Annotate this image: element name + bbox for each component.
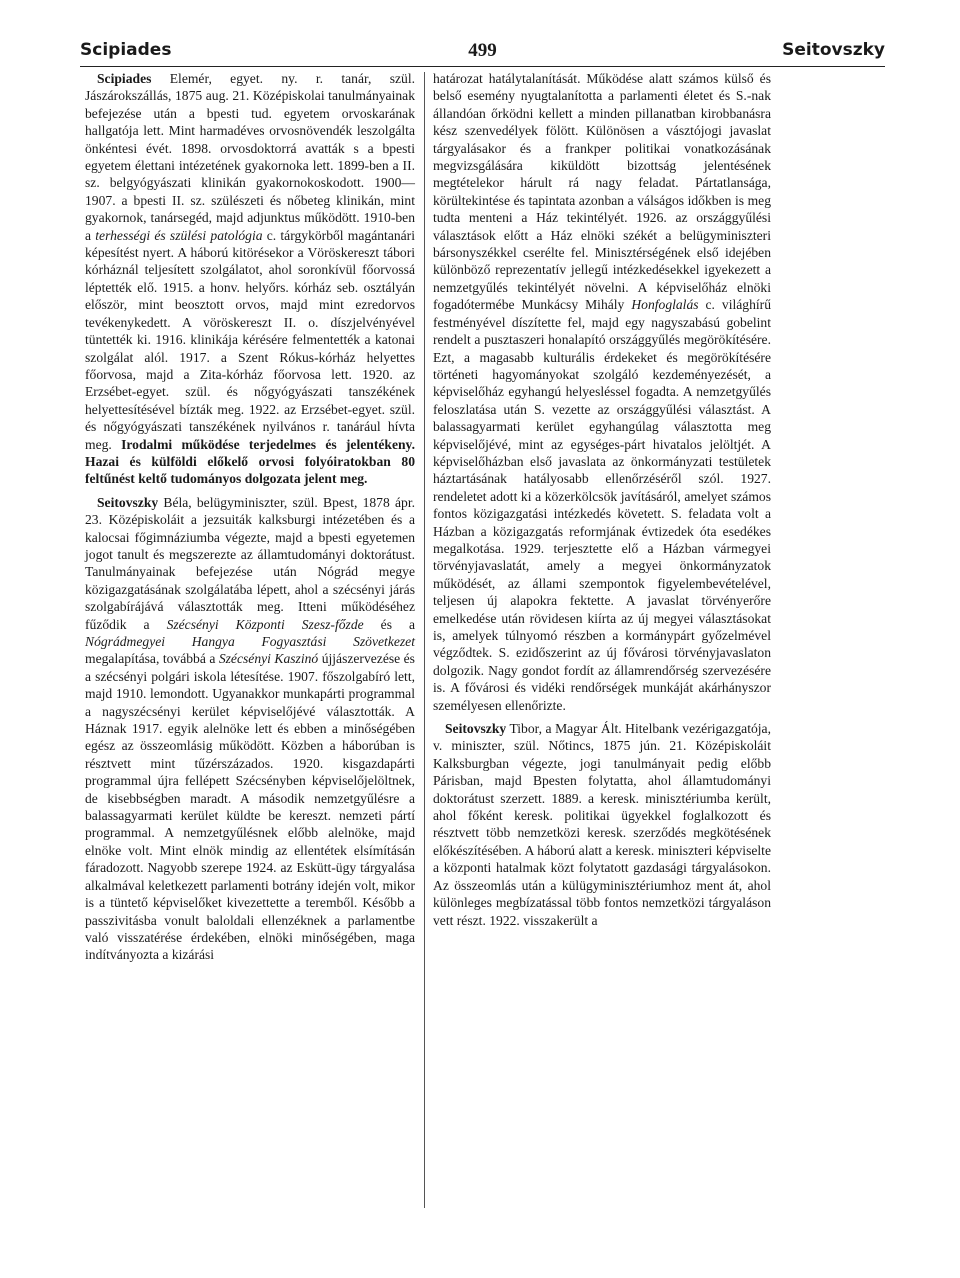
entry-bold-text: Irodalmi működése terjedelmes és jelentékeny. Hazai és külföldi előkelő orvosi folyóiratokban 80 feltűnést keltő tudományos dolgozata jelent meg.: [85, 436, 416, 487]
entry-headword: Scipiades: [97, 71, 152, 86]
entry-seitovszky-tibor: [433, 720, 771, 929]
entry-text: határozat hatálytalanítását. Működése alatt számos külső és belső esemény nyugtalanította a parlamenti életet és S.-nak állandóan őrködni kellett a minden pillanatban kirobbanásra kész szenvedélyek fölött. Különösen a vásztójogi javaslat tárgyalásakor és a frankper politikai vonatkozásának megvizsgálására kiküldött bizottság jelentésének megtételekor hárult rá nagy feladat. Pártatlansága, körültekintése és tapintata azonban a válságos időkben is meg tudta menteni a Ház tekintélyét. 1926. az országgyűlési választások előtt a Ház elnöki székét a belügyminiszteri bársonyszékkel cserélte fel. Minisztérségének első idejében különböző reprezentatív jellegű intézkedésekkel igyekezett a nemzetgyűlés tekintélyét növelni. A képviselőház elnöki fogadótermébe Munkácsy Mihály: [433, 71, 771, 313]
entry-seitovszky-bela: [85, 494, 415, 964]
header-left-guide-word: Scipiades: [80, 40, 172, 60]
entry-text: újjászervezése és a szécsényi polgári iskola létesítése. 1907. főszolgabíró lett, majd 1910. lemondott. Ugyanakkor munkapárti programmal a nagyszécsényi kerület képviselőjévé választották. A Háznak 1917. egyik alelnöke lett és ebben a minőségében egész az összeomlásig működött. Közben a háborúban is résztvett mint tűzérszázados. 1920. kisgazdapárti programmal újra fellépett Szécsényben képviselőjelöltnek, de kisebbségben maradt. A második nemzetgyűlésre a balassagyarmati kerület küldte be kereszt. nemzeti pártí programmal. A nemzetgyűlésnek előbb alelnöke, majd elnöke volt. Mint elnök mindig az ellentétek elsímításán fáradozott. Nagyobb szerepe 1924. az Eskütt-ügy tárgyalása alkalmával keletkezett parlamenti botrány idején volt, mikor is a tüntető képviselőket kivezettette a teremből. Később a passzivitásba vonult baloldali ellenzéknek a parlamentbe való visszatérése érdekében, elnöki minőségében, maga indítványozta a kizárási: [85, 651, 415, 963]
entry-italic-text: Szécsényi Kaszinó: [218, 651, 319, 667]
right-column: [433, 70, 771, 1208]
page-number: 499: [468, 40, 497, 61]
page-header: [80, 40, 885, 74]
entry-text: megalapítása, továbbá a: [85, 651, 219, 667]
entry-text: c. világhírű festményével díszítette fel, majd egy nagyszabású gobelint rendelt a pusztaszeri honalapító országgyűlés megörökítésére. Ezt, a magasabb kulturális érdekeket és megörökítésére történeti hagyományokat szolgáló kezdeményezését, a képviselőház egyhangú helyesléssel fogadta. A nemzetgyűlés feloszlatása után S. vezette az országgyűlési választást. A balassagyarmati kerület egyhangúlag választotta meg képviselőjévé, mint az egységes-párt hivatalos jelöltjét. A képviselőházban első javaslata az önkormányzati testületek háztartásának hatályosabb ellenőrzéséről szól. 1927. rendeletet adott ki a közerkölcsök javításáról, amelyet számos fontos közigazgatási intézkedés követett. S. feladata volt a Házban a közigazgatás reformjának évtizedek óta esedékes megalkotása. 1929. terjesztette elő a Házban vármegyei törvényjavaslatát, amely a megyei önkormányzatok működését, az állami szempontok figyelembevételével, teljesen új alapokra fektette. A javaslat törvényerőre emelkedése után rövidesen kiírta az új megyei választásokat is, amelyek túlnyomó részben a kormánypárt győzelmével végződtek. S. ezidőszerint az új fővárosi törvényjavaslaton dolgozik. Nagy gondot fordít az államrendőrség szervezésére is. A fővárosi és vidéki rendőrségek munkáját akárhányszor személyesen ellenőrizte.: [433, 297, 771, 713]
entry-text: és a: [363, 616, 416, 632]
entry-seitovszky-bela-continued: [433, 70, 771, 714]
entry-headword: Seitovszky: [445, 721, 507, 737]
header-right-guide-word: Seitovszky: [782, 40, 885, 60]
entry-italic-text: Nógrádmegyei Hangya Fogyasztási Szövetkezet: [85, 634, 415, 649]
entry-italic-text: Szécsényi Központi Szesz-főzde: [166, 616, 364, 632]
entry-scipiades-elemer: [85, 70, 415, 488]
entry-text: c. tárgykörből magántanári képesítést nyert. A háború kitörésekor a Vöröskereszt tábori kórháznál teljesített szolgálatot, ahol soronkívül főorvossá léptették elő. 1915. a honv. helyőrs. kórház seb. osztályán először, mint beosztott orvos, majd mint ezredorvos tevékenykedett. A vöröskereszt II. o. díszjelvényével tüntették ki. 1916. klinikája kérésére felmentették a katonai szolgálat alól. 1917. a Szent Rókus-kórház helyettes főorvosa, majd a Zita-kórház főorvosa lett. 1920. az Erzsébet-egyet. szül. és nőgyógyászati tanszékének helyettesítésével bízták meg. 1922. az Erzsébet-egyet. szül. és nőgyógyászati tanszékének nyilvános r. tanárául hívta meg.: [85, 227, 415, 452]
entry-text: Béla, belügyminiszter, szül. Bpest, 1878 ápr. 23. Középiskoláit a jezsuiták kalksburgi intézetében és a kalocsai főgimnáziumba végezte, majd a bpesti egyetemen jogot tanult és megszerezte az államtudományi doktorátust. Tanulmányainak befejezése után Nógrád megye közigazgatásának szolgálatába lépett, ahol a szécsényi járás szolgabírájává választották meg. Itteni működéséhez fűződik a: [85, 494, 415, 632]
entry-headword: Seitovszky: [97, 494, 159, 510]
column-divider: [424, 72, 425, 1208]
left-column: [85, 70, 415, 1208]
entry-italic-text: Honfoglalás: [631, 297, 699, 313]
entry-italic-text: terhességi és szülési patológia: [95, 227, 263, 243]
header-rule: [80, 66, 885, 67]
entry-text: Tibor, a Magyar Ált. Hitelbank vezérigazgatója, v. miniszter, szül. Nőtincs, 1875 jún. 21. Középiskoláit Kalksburgban végezte, jogi tanulmányait pedig előbb Párisban, majd Bpesten folytatta, ahol államtudományi doktorátust szerzett. 1889. a keresk. minisztériumba került, ahol főként keresk. politikai ügyekkel foglalkozott és résztvett több nemzetközi keresk. szerződés megkötésének előkészítésében. A háború alatt a keresk. miniszteri képviselte a központi hatalmak közt folytatott gazdasági tárgyalásokon. Az összeomlás után a külügyminisztériumhoz ment át, ahol különleges megbízatással több fontos nemzetközi tárgyaláson vett részt. 1922. visszakerült a: [433, 721, 771, 928]
entry-text: Elemér, egyet. ny. r. tanár, szül. Jászárokszállás, 1875 aug. 21. Középiskolai tanulmányainak befejezése után a bpesti tud. egyetem orvoskarának hallgatója lett. Mint harmadéves orvosnövendék leszolgálta önkéntesi évét. 1898. orvosdoktorrá avatták s a bpesti egyetem élettani intézetének gyakornoka lett. 1899-ben a II. sz. belgyógyászati klinikán gyakornokoskodott. 1900—1907. a bpesti II. sz. szülészeti és nőbeteg klinikán, mint gyakornok, tanársegéd, majd adjunktus működött. 1910-ben a: [85, 71, 415, 243]
